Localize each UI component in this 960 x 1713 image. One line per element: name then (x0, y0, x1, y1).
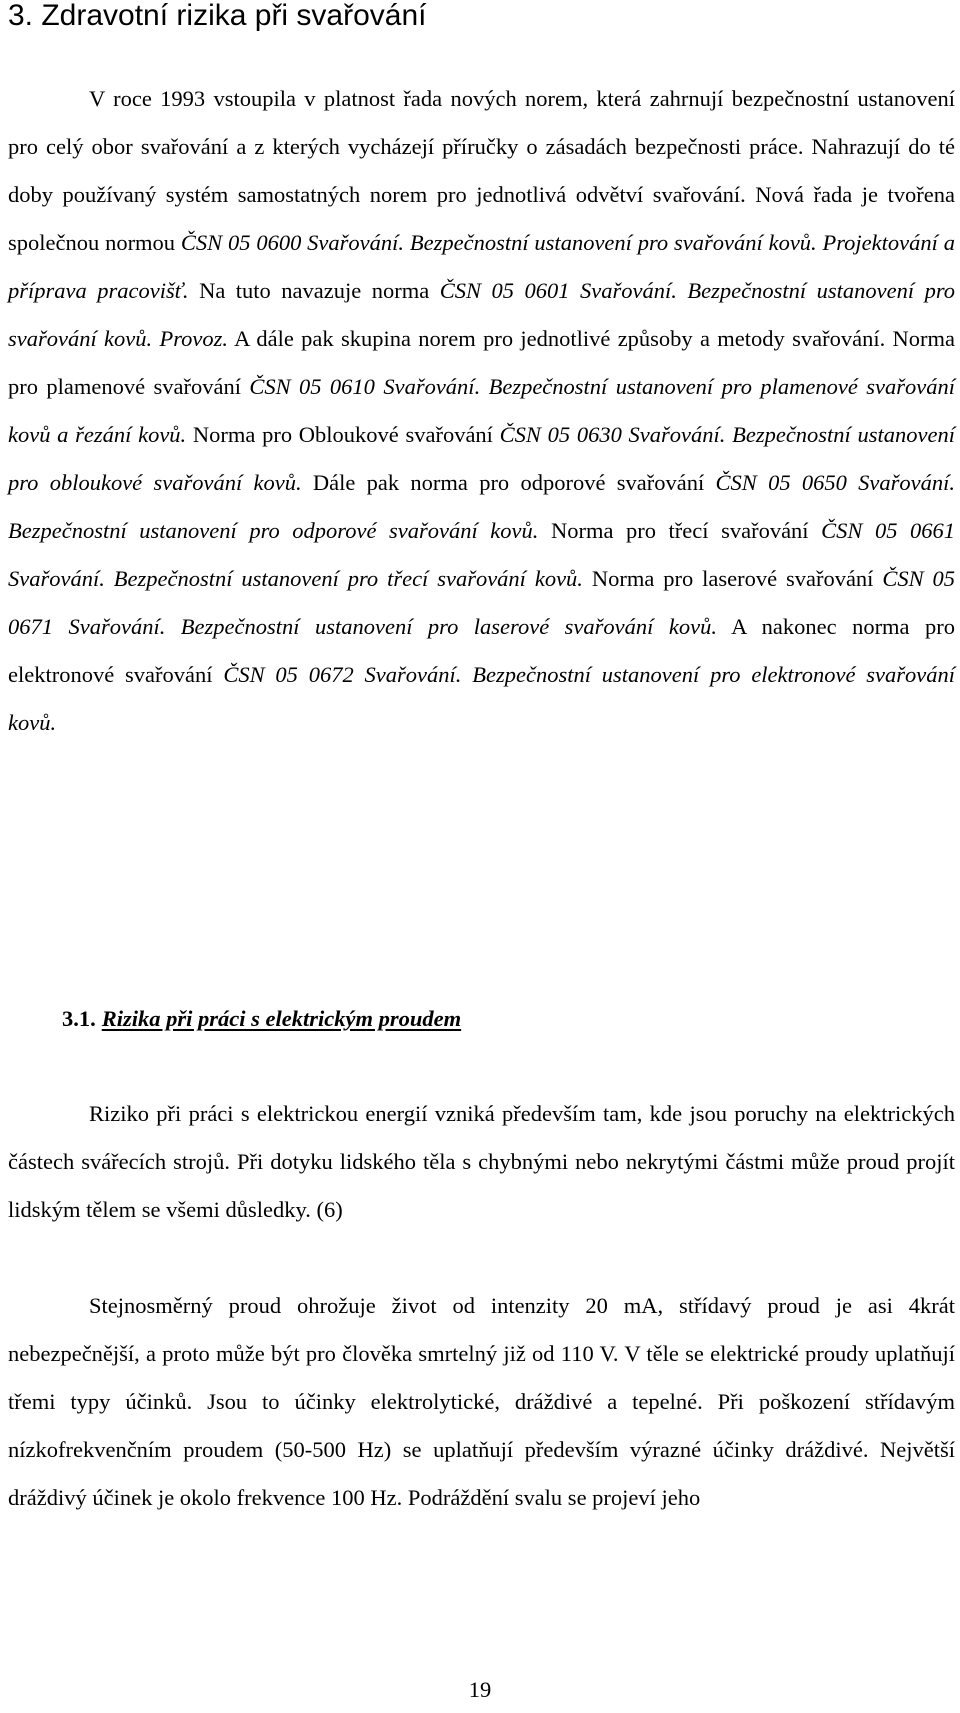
section-heading (62, 1004, 461, 1034)
intro-text-2: Na tuto navazuje norma (188, 278, 440, 303)
standard-csn-05-0661: ČSN 05 0661 Svařování. Bezpečnostní ustanovení pro třecí svařování kovů. (8, 518, 956, 591)
intro-text-6: Norma pro třecí svařování (538, 518, 822, 543)
intro-text-4: Norma pro Obloukové svařování (186, 422, 500, 447)
paragraph-current-effects (8, 1282, 955, 1522)
page-number: 19 (468, 1677, 492, 1702)
section-title: Rizika při práci s elektrickým proudem (101, 1006, 462, 1031)
intro-text-5: Dále pak norma pro odporové svařování (301, 470, 716, 495)
standard-csn-05-0672: ČSN 05 0672 Svařování. Bezpečnostní ustanovení pro elektronové svařování kovů. (8, 662, 955, 735)
intro-paragraph (8, 75, 955, 747)
paragraph-electric-risk (8, 1090, 955, 1234)
standard-csn-05-0600: ČSN 05 0600 Svařování. Bezpečnostní ustanovení pro svařování kovů. Projektování a příprava pracovišť. (8, 230, 955, 303)
intro-text-3: A dále pak skupina norem pro jednotlivé způsoby a metody svařování. Norma pro plamenové svařování (8, 326, 955, 399)
paragraph-current-effects-text: Stejnosměrný proud ohrožuje život od intenzity 20 mA, střídavý proud je asi 4krát nebezpečnější, a proto může být pro člověka smrtelný již od 110 V. V těle se elektrické proudy uplatňují třemi typy účinků. Jsou to účinky elektrolytické, dráždivé a tepelné. Při poškození střídavým nízkofrekvenčním proudem (50-500 Hz) se uplatňují především výrazné účinky dráždivé. Největší dráždivý účinek je okolo frekvence 100 Hz. Podráždění svalu se projeví jeho (8, 1293, 955, 1510)
standard-csn-05-0650: ČSN 05 0650 Svařování. Bezpečnostní ustanovení pro odporové svařování kovů. (8, 470, 956, 543)
chapter-heading: 3. Zdravotní rizika při svařování (8, 0, 427, 32)
standard-csn-05-0671: ČSN 05 0671 Svařování. Bezpečnostní ustanovení pro laserové svařování kovů. (8, 566, 956, 639)
standard-csn-05-0630: ČSN 05 0630 Svařování. Bezpečnostní ustanovení pro obloukové svařování kovů. (8, 422, 955, 495)
paragraph-electric-risk-text: Riziko při práci s elektrickou energií vzniká především tam, kde jsou poruchy na elektrických částech svářecích strojů. Při dotyku lidského těla s chybnými nebo nekrytými částmi může proud projít lidským tělem se všemi důsledky. (6) (8, 1101, 955, 1222)
section-number: 3.1. (62, 1006, 96, 1031)
intro-text-1: V roce 1993 vstoupila v platnost řada nových norem, která zahrnují bezpečnostní ustanovení pro celý obor svařování a z kterých vycházejí příručky o zásadách bezpečnosti práce. Nahrazují do té doby používaný systém samostatných norem pro jednotlivá odvětví svařování. Nová řada je tvořena společnou normou (8, 86, 955, 255)
standard-csn-05-0610: ČSN 05 0610 Svařování. Bezpečnostní ustanovení pro plamenové svařování kovů a řezání kovů. (8, 374, 955, 447)
intro-text-8: A nakonec norma pro elektronové svařování (8, 614, 956, 687)
standard-csn-05-0601: ČSN 05 0601 Svařování. Bezpečnostní ustanovení pro svařování kovů. Provoz. (8, 278, 956, 351)
intro-text-7: Norma pro laserové svařování (582, 566, 883, 591)
